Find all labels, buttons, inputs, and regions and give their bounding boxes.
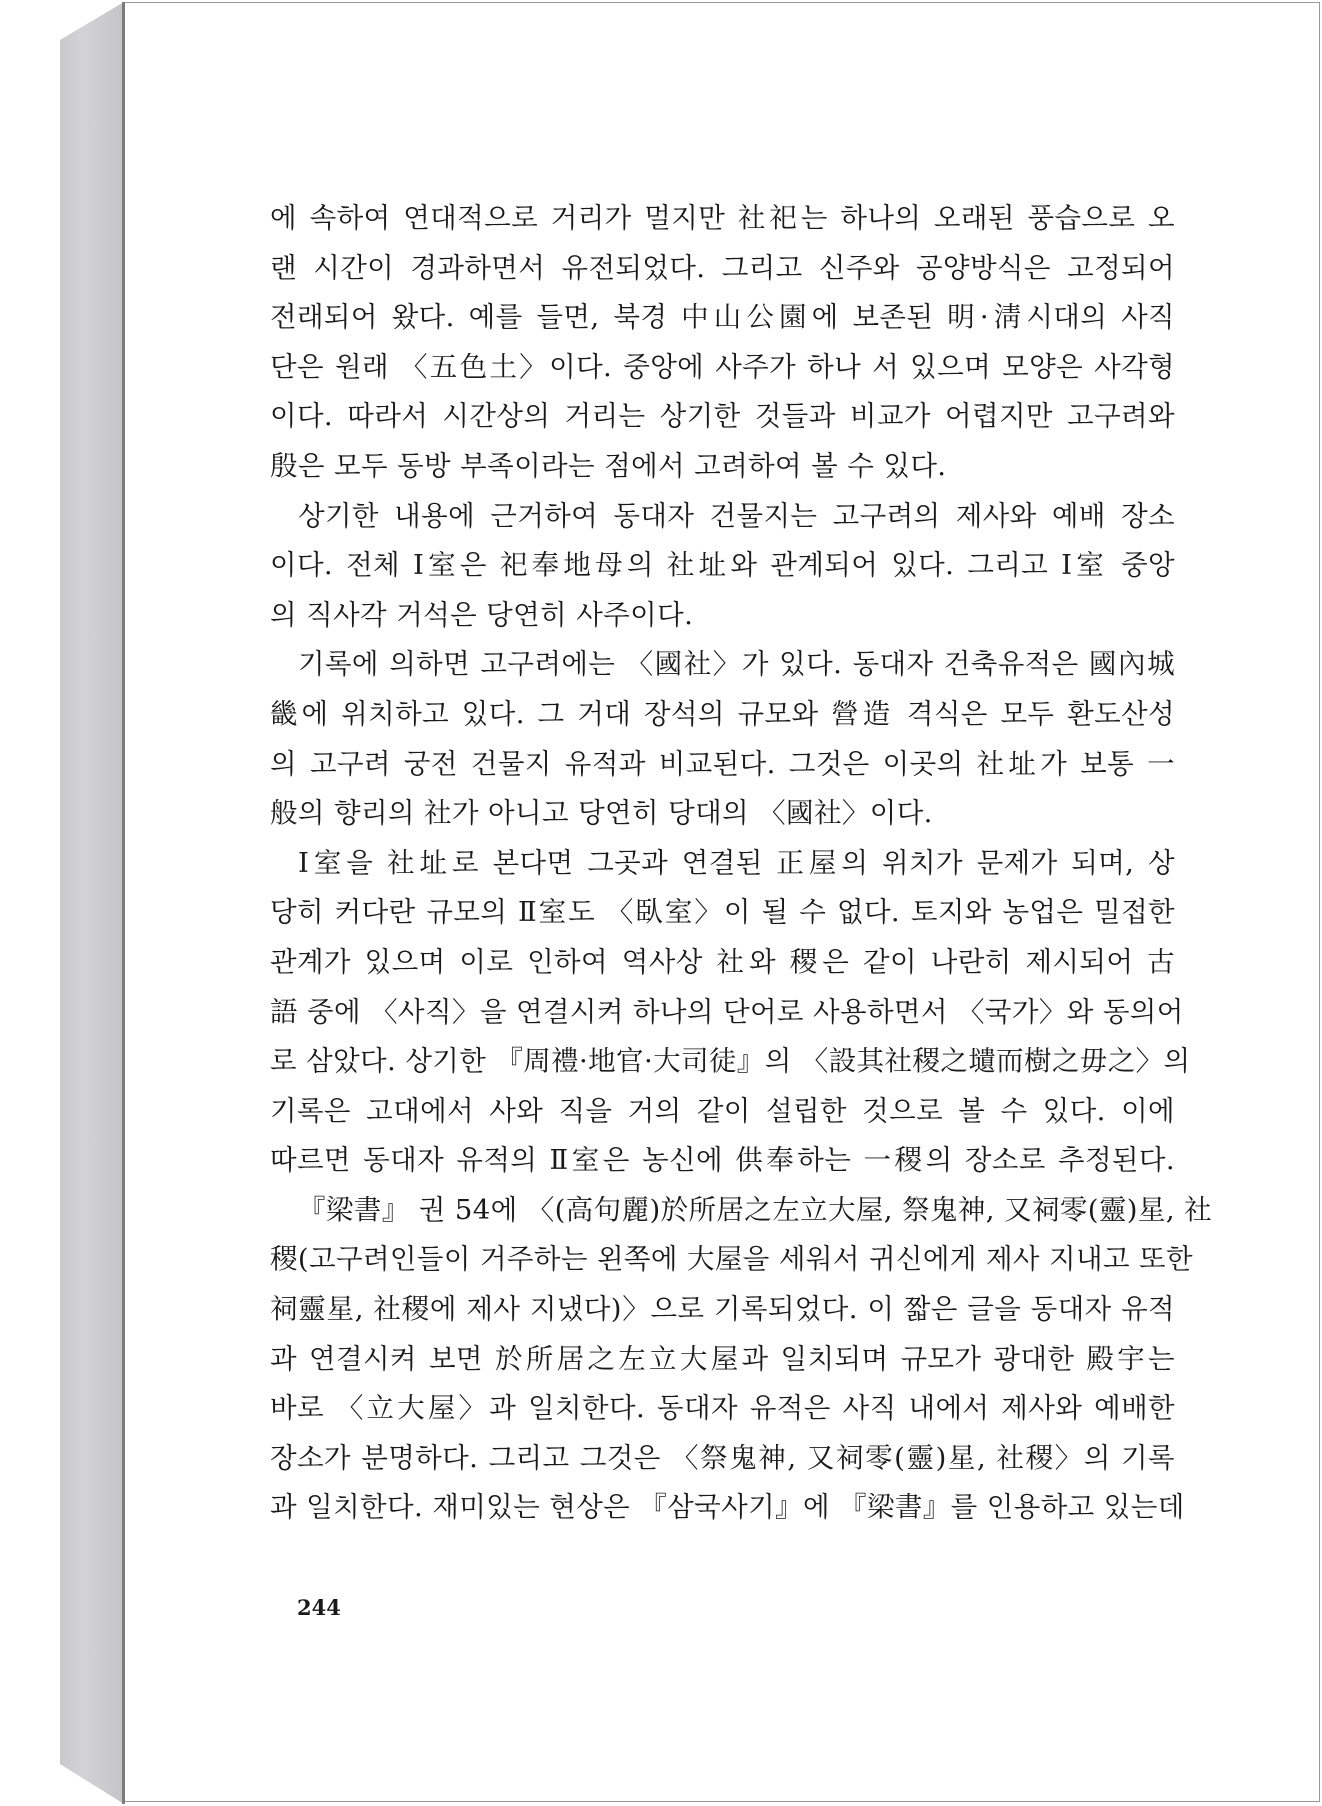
text-line: 장소가 분명하다. 그리고 그것은 〈祭鬼神, 又祠零(靈)星, 社稷〉의 기록 — [270, 1441, 1175, 1474]
text-line: 단은 원래 〈五色土〉이다. 중앙에 사주가 하나 서 있으며 모양은 사각형 — [270, 350, 1175, 383]
text-line: 畿에 위치하고 있다. 그 거대 장석의 규모와 營造 격식은 모두 환도산성 — [270, 697, 1175, 730]
text-line: 로 삼았다. 상기한 『周禮·地官·大司徒』의 〈設其社稷之壝而樹之毋之〉의 — [270, 1045, 1191, 1078]
text-line: 랜 시간이 경과하면서 유전되었다. 그리고 신주와 공양방식은 고정되어 — [270, 251, 1175, 284]
text-line: 『梁書』 권 54에 〈(高句麗)於所居之左立大屋, 祭鬼神, 又祠零(靈)星, 社 — [298, 1193, 1213, 1226]
text-line: 과 일치한다. 재미있는 현상은 『삼국사기』에 『梁書』를 인용하고 있는데 — [270, 1491, 1185, 1524]
text-line: 般의 향리의 社가 아니고 당연히 당대의 〈國社〉이다. — [270, 797, 933, 830]
text-line: 바로 〈立大屋〉과 일치한다. 동대자 유적은 사직 내에서 제사와 예배한 — [270, 1392, 1175, 1425]
text-line: 과 연결시켜 보면 於所居之左立大屋과 일치되며 규모가 광대한 殿宇는 — [270, 1342, 1175, 1375]
text-line: 관계가 있으며 이로 인하여 역사상 社와 稷은 같이 나란히 제시되어 古 — [270, 945, 1175, 978]
text-line: 기록은 고대에서 사와 직을 거의 같이 설립한 것으로 볼 수 있다. 이에 — [270, 1094, 1175, 1127]
text-line: 의 고구려 궁전 건물지 유적과 비교된다. 그것은 이곳의 社址가 보통 一 — [270, 747, 1175, 780]
text-line: 稷(고구려인들이 거주하는 왼쪽에 大屋을 세워서 귀신에게 제사 지내고 또한 — [270, 1243, 1193, 1276]
text-line: 당히 커다란 규모의 Ⅱ室도 〈臥室〉이 될 수 없다. 토지와 농업은 밀접한 — [270, 896, 1175, 929]
text-line: 이다. 따라서 시간상의 거리는 상기한 것들과 비교가 어렵지만 고구려와 — [270, 400, 1175, 433]
text-line: 따르면 동대자 유적의 Ⅱ室은 농신에 供奉하는 一稷의 장소로 추정된다. — [270, 1144, 1175, 1177]
book-spine — [60, 2, 124, 1804]
text-line: 상기한 내용에 근거하여 동대자 건물지는 고구려의 제사와 예배 장소 — [298, 499, 1175, 532]
text-line: Ⅰ室을 社址로 본다면 그곳과 연결된 正屋의 위치가 문제가 되며, 상 — [298, 846, 1175, 879]
text-line: 기록에 의하면 고구려에는 〈國社〉가 있다. 동대자 건축유적은 國內城 — [298, 648, 1175, 681]
spine-edge — [122, 2, 125, 1804]
page-number: 244 — [297, 1595, 341, 1620]
body-text — [270, 194, 1213, 1533]
text-line: 의 직사각 거석은 당연히 사주이다. — [270, 598, 694, 631]
text-line: 祠靈星, 社稷에 제사 지냈다)〉으로 기록되었다. 이 짧은 글을 동대자 유적 — [270, 1293, 1175, 1326]
text-line: 語 중에 〈사직〉을 연결시켜 하나의 단어로 사용하면서 〈국가〉와 동의어 — [270, 995, 1184, 1028]
text-line: 에 속하여 연대적으로 거리가 멀지만 社祀는 하나의 오래된 풍습으로 오 — [270, 202, 1175, 234]
text-line: 殷은 모두 동방 부족이라는 점에서 고려하여 볼 수 있다. — [270, 449, 947, 482]
text-line: 이다. 전체 Ⅰ室은 祀奉地母의 社址와 관계되어 있다. 그리고 Ⅰ室 중앙 — [270, 549, 1175, 582]
text-line: 전래되어 왔다. 예를 들면, 북경 中山公園에 보존된 明·淸시대의 사직 — [270, 301, 1175, 334]
